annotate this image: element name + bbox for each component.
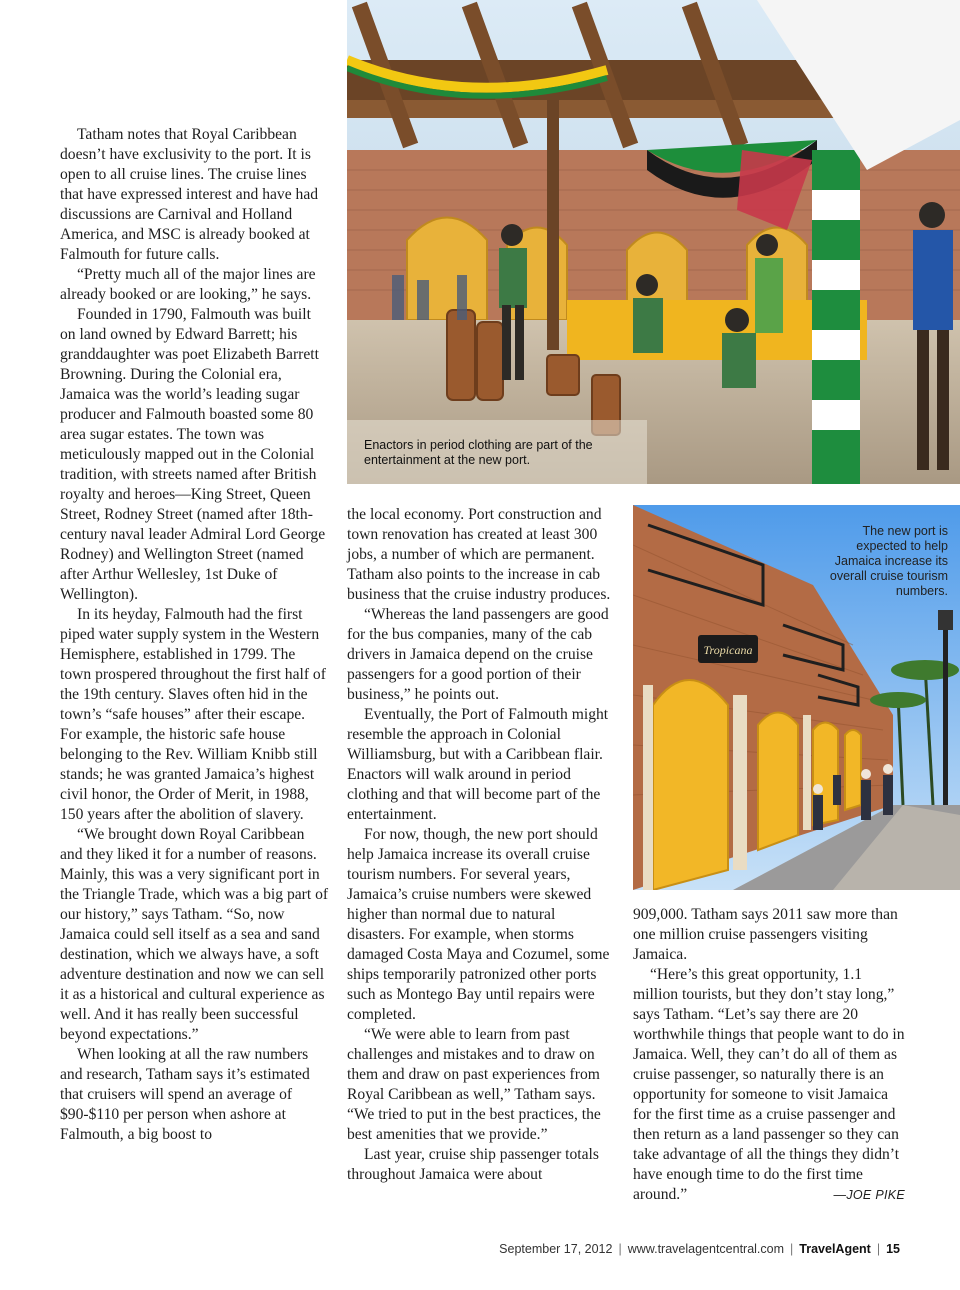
magazine-brand: TravelAgent — [799, 1242, 871, 1256]
paragraph: Eventually, the Port of Falmouth might resemble the approach in Colonial Williamsburg, but with a Caribbean flair. Enactors will walk around in period clothing and that will become part of the entertainment. — [347, 706, 609, 823]
footer-divider: | — [790, 1242, 794, 1256]
photo-caption-enactors: Enactors in period clothing are part of the entertainment at the new port. — [364, 438, 593, 467]
footer-divider: | — [876, 1242, 881, 1256]
page-footer — [499, 1242, 900, 1256]
paragraph: 909,000. Tatham says 2011 saw more than one million cruise passengers visiting Jamaica. — [633, 906, 898, 963]
paragraph: In its heyday, Falmouth had the first piped water supply system in the Western Hemisphere, established in 1799. The town prospered throughout the first half of the 19th century. Slaves often hid in the town’s “safe houses” after their escape. For example, the historic safe house belonging to the Rev. William Knibb still stands; he was granted Jamaica’s highest civil honor, the Order of Merit, in 1988, 150 years after the abolition of slavery. — [60, 606, 326, 823]
photo-caption-street: The new port is expected to help Jamaica increase its overall cruise tourism numbers. — [829, 524, 948, 598]
paragraph: When looking at all the raw numbers and research, Tatham says it’s estimated that cruisers will spend an average of $90-$110 per person when ashore at Falmouth, a big boost to — [60, 1046, 310, 1143]
article-column-2 — [347, 505, 612, 1185]
site-link[interactable]: www.travelagentcentral.com — [627, 1242, 785, 1256]
paragraph: For now, though, the new port should help Jamaica increase its overall cruise tourism numbers. For several years, Jamaica’s cruise numbers were skewed higher than normal due to natural disasters. For example, when storms damaged Costa Maya and Cozumel, some ships temporarily patronized other ports such as Montego Bay until repairs were completed. — [347, 826, 610, 1023]
article-column-1 — [60, 125, 330, 1145]
page-number: 15 — [886, 1242, 900, 1256]
issue-date: September 17, 2012 — [499, 1242, 613, 1256]
paragraph: Tatham notes that Royal Caribbean doesn’t have exclusivity to the port. It is open to all cruise lines. The cruise lines that have expressed interest and have had discussions are Carnival and Holland America, and MSC is already booked at Falmouth for future calls. — [60, 126, 319, 263]
paragraph: “Pretty much all of the major lines are already booked or are looking,” he says. — [60, 266, 316, 303]
paragraph: “Here’s this great opportunity, 1.1 million tourists, but they don’t stay long,” says Tatham. “Let’s say there are 20 worthwhile things that people want to do in Jamaica. Well, they can’t do all of them as cruise passenger, so naturally there is an opportunity for someone to visit Jamaica for the first time as a cruise passenger and then return as a land passenger so they can take advantage of all the things they didn’t have enough time to do the first time around.” — [633, 966, 905, 1203]
paragraph: “Whereas the land passengers are good for the bus companies, many of the cab drivers in Jamaica depend on the cruise passengers for a good portion of their business,” he points out. — [347, 606, 609, 703]
author-byline: —JOE PIKE — [833, 1188, 905, 1202]
paragraph: Founded in 1790, Falmouth was built on land owned by Edward Barrett; his granddaughter was poet Elizabeth Barrett Browning. During the Colonial era, Jamaica was the world’s leading sugar producer and Falmouth boasted some 80 area sugar estates. The town was meticulously mapped out in the Colonial tradition, with streets named after British royalty and heroes—King Street, Queen Street, Rodney Street (named after 18th-century naval leader Admiral Lord George Rodney) and Wellington Street (named after Arthur Wellesley, 1st Duke of Wellington). — [60, 306, 326, 603]
photo-enactors — [347, 0, 960, 484]
paragraph: the local economy. Port construction and town renovation has created at least 300 jobs, a number of which are permanent. Tatham also points to the increase in cab business that the cruise industry produces. — [347, 506, 611, 603]
tropicana-sign: Tropicana — [703, 643, 753, 657]
paragraph: Last year, cruise ship passenger totals throughout Jamaica were about — [347, 1146, 599, 1183]
footer-divider: | — [618, 1242, 622, 1256]
paragraph: “We were able to learn from past challenges and mistakes and to draw on them and draw on past experiences from Royal Caribbean as well,” Tatham says. “We tried to put in the best practices, the best amenities that we provide.” — [347, 1026, 601, 1143]
article-column-3 — [633, 905, 905, 1205]
paragraph: “We brought down Royal Caribbean and they liked it for a number of reasons. Mainly, this was a very significant port in the Triangle Trade, which was a big part of our history,” says Tatham. “So, now Jamaica could sell itself as a sea and sand destination, which we always have, a soft adventure destination and now we can sell it as a historical and cultural experience as well. And it has really been successful beyond expectations.” — [60, 826, 329, 1043]
